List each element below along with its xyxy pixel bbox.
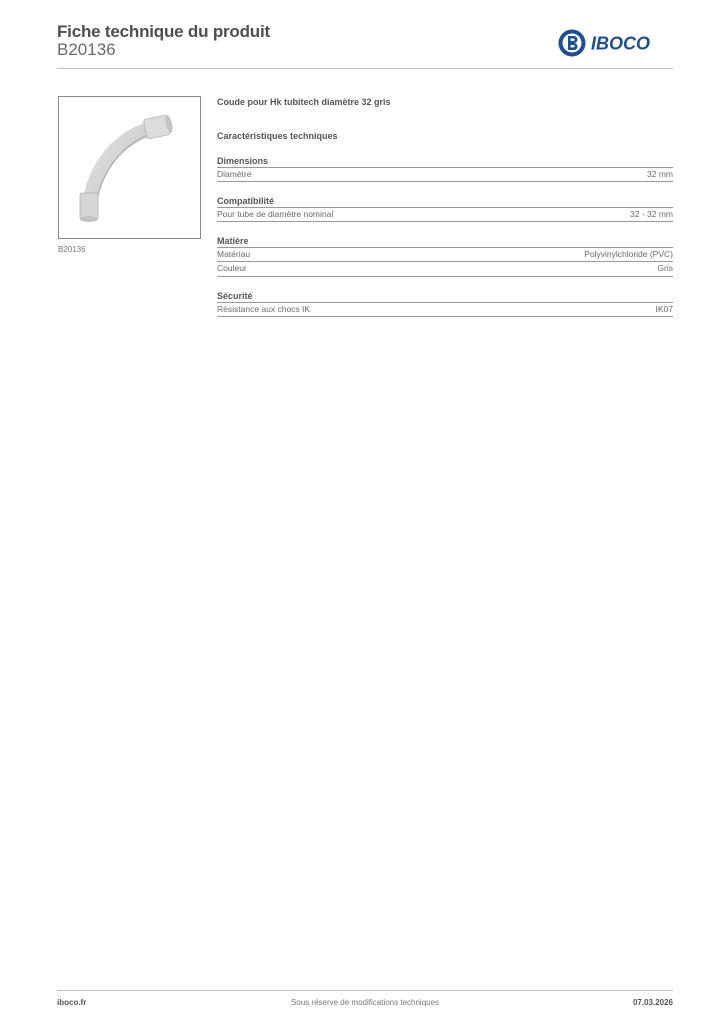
section-title: Matière bbox=[217, 236, 249, 246]
product-details bbox=[217, 96, 673, 317]
spec-section-dimensions bbox=[217, 156, 673, 182]
spec-row bbox=[217, 302, 673, 317]
pipe-bend-illustration bbox=[59, 97, 200, 238]
page-header bbox=[57, 22, 673, 70]
spec-label: Matériau bbox=[217, 249, 251, 259]
spec-value: 32 mm bbox=[647, 169, 673, 179]
product-code: B20136 bbox=[57, 40, 116, 59]
section-title: Sécurité bbox=[217, 291, 253, 301]
footer-notice: Sous réserve de modifications techniques bbox=[290, 998, 440, 1007]
spec-value: 32 - 32 mm bbox=[630, 209, 673, 219]
spec-row bbox=[217, 167, 673, 182]
svg-text:IBOCO: IBOCO bbox=[591, 33, 651, 54]
section-title: Compatibilité bbox=[217, 196, 275, 206]
image-caption: B20136 bbox=[58, 245, 86, 254]
product-name: Coude pour Hk tubitech diamètre 32 gris bbox=[217, 97, 391, 107]
footer-date: 07.03.2026 bbox=[632, 998, 673, 1007]
specs-heading: Caractéristiques techniques bbox=[217, 131, 338, 141]
spec-section-compatibility bbox=[217, 196, 673, 222]
spec-value: Gris bbox=[657, 263, 673, 273]
spec-row bbox=[217, 207, 673, 222]
iboco-logo bbox=[557, 28, 673, 58]
spec-section-safety bbox=[217, 291, 673, 317]
spec-value: IK07 bbox=[655, 304, 673, 314]
footer-divider bbox=[57, 990, 673, 991]
section-title: Dimensions bbox=[217, 156, 269, 166]
footer-website-link[interactable]: iboco.fr bbox=[57, 998, 87, 1007]
spec-row bbox=[217, 247, 673, 262]
product-image bbox=[58, 96, 201, 239]
spec-label: Diamètre bbox=[217, 169, 252, 179]
spec-section-material bbox=[217, 236, 673, 277]
document-title: Fiche technique du produit bbox=[57, 22, 270, 41]
page-footer bbox=[57, 998, 673, 1010]
header-divider bbox=[57, 68, 673, 69]
spec-label: Pour tube de diamètre nominal bbox=[217, 209, 334, 219]
spec-row bbox=[217, 262, 673, 277]
spec-label: Résistance aux chocs IK bbox=[217, 304, 311, 314]
spec-value: Polyvinylchloride (PVC) bbox=[584, 249, 673, 259]
spec-label: Couleur bbox=[217, 263, 247, 273]
